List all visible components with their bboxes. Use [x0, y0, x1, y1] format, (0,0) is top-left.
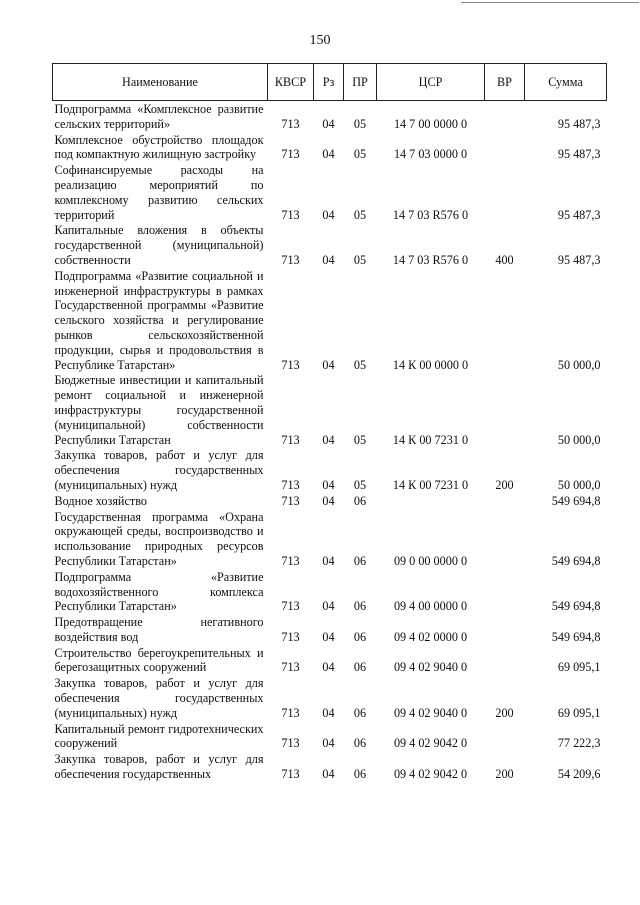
row-pr: 05 — [353, 477, 367, 492]
row-rz: 04 — [322, 736, 335, 751]
row-pr: 06 — [353, 767, 367, 782]
row-rz: 04 — [322, 705, 335, 720]
row-vr: 400 — [495, 252, 514, 267]
row-sum: 50 000,0 — [557, 432, 601, 447]
row-kvsr: 713 — [281, 599, 300, 614]
row-pr: 06 — [353, 553, 367, 568]
table-row — [53, 751, 607, 782]
row-csr — [377, 493, 485, 509]
row-kvsr: 713 — [281, 147, 300, 162]
table-row — [53, 675, 607, 720]
header-pr: ПР — [344, 64, 377, 101]
row-name: Бюджетные инвестиции и капитальный ремонт социальной и инженерной инфраструктуры государственной (муниципальной) собственности Республики Татарстан — [54, 373, 264, 447]
row-vr — [485, 101, 525, 132]
row-csr: 14 7 03 0000 0 — [393, 147, 468, 162]
row-rz: 04 — [322, 599, 335, 614]
row-name: Закупка товаров, работ и услуг для обеспечения государственных (муниципальных) нужд — [54, 448, 264, 492]
row-rz: 04 — [322, 116, 335, 131]
row-vr — [485, 645, 525, 676]
table-header — [53, 64, 607, 101]
row-name: Подпрограмма «Комплексное развитие сельских территорий» — [54, 102, 264, 131]
row-vr: 200 — [495, 477, 514, 492]
row-pr: 05 — [353, 252, 367, 267]
row-rz: 04 — [322, 493, 335, 508]
row-sum: 95 487,3 — [557, 116, 601, 131]
row-pr: 05 — [353, 147, 367, 162]
row-vr — [485, 569, 525, 614]
row-sum: 54 209,6 — [557, 767, 601, 782]
table-row — [53, 721, 607, 752]
table-row — [53, 509, 607, 569]
header-rz: Рз — [314, 64, 344, 101]
row-pr: 06 — [353, 736, 367, 751]
row-vr — [485, 132, 525, 163]
row-csr: 14 К 00 7231 0 — [392, 432, 469, 447]
row-vr — [485, 509, 525, 569]
row-csr: 14 К 00 7231 0 — [392, 477, 469, 492]
row-pr: 05 — [353, 116, 367, 131]
row-pr: 05 — [353, 357, 367, 372]
row-vr — [485, 162, 525, 222]
header-csr: ЦСР — [377, 64, 485, 101]
row-csr: 14 7 00 0000 0 — [393, 116, 468, 131]
row-name: Закупка товаров, работ и услуг для обеспечения государственных — [54, 752, 264, 782]
row-kvsr: 713 — [281, 207, 300, 222]
row-name: Государственная программа «Охрана окружающей среды, воспроизводство и использование природных ресурсов Республики Татарстан» — [54, 509, 264, 568]
table-row — [53, 645, 607, 676]
row-kvsr: 713 — [281, 116, 300, 131]
table-row — [53, 268, 607, 373]
row-vr — [485, 268, 525, 373]
row-sum: 95 487,3 — [557, 252, 601, 267]
row-vr: 200 — [495, 705, 514, 720]
table-body — [53, 101, 607, 782]
row-csr: 09 4 02 0000 0 — [393, 629, 468, 644]
row-sum: 95 487,3 — [557, 207, 601, 222]
row-vr — [485, 721, 525, 752]
row-kvsr: 713 — [281, 477, 300, 492]
row-rz: 04 — [322, 553, 335, 568]
row-csr: 09 4 02 9042 0 — [393, 767, 468, 782]
row-csr: 14 К 00 0000 0 — [392, 357, 469, 372]
row-kvsr: 713 — [281, 553, 300, 568]
table-row — [53, 614, 607, 645]
row-kvsr: 713 — [281, 629, 300, 644]
row-csr: 09 4 00 0000 0 — [393, 599, 468, 614]
header-name: Наименование — [53, 64, 268, 101]
row-name: Капитальный ремонт гидротехнических сооружений — [54, 721, 264, 751]
row-csr: 09 0 00 0000 0 — [393, 553, 468, 568]
row-name: Софинансируемые расходы на реализацию мероприятий по комплексному развитию сельских территорий — [54, 163, 264, 222]
row-vr — [485, 493, 525, 509]
row-name: Комплексное обустройство площадок под компактную жилищную застройку — [54, 132, 264, 162]
row-sum: 549 694,8 — [551, 629, 601, 644]
row-name: Водное хозяйство — [54, 493, 147, 508]
row-rz: 04 — [322, 252, 335, 267]
header-vr: ВР — [485, 64, 525, 101]
table-row — [53, 222, 607, 267]
row-pr: 06 — [353, 660, 367, 675]
row-sum: 95 487,3 — [557, 147, 601, 162]
table-row — [53, 101, 607, 132]
table-row — [53, 132, 607, 163]
row-sum: 69 095,1 — [557, 705, 601, 720]
row-pr: 06 — [353, 629, 367, 644]
row-pr: 05 — [353, 207, 367, 222]
row-sum: 77 222,3 — [557, 736, 601, 751]
row-rz: 04 — [322, 432, 335, 447]
row-kvsr: 713 — [281, 493, 300, 508]
row-vr — [485, 372, 525, 447]
row-kvsr: 713 — [281, 252, 300, 267]
row-rz: 04 — [322, 477, 335, 492]
row-pr: 06 — [353, 599, 367, 614]
row-csr: 09 4 02 9040 0 — [393, 705, 468, 720]
row-csr: 09 4 02 9042 0 — [393, 736, 468, 751]
row-sum: 50 000,0 — [557, 477, 601, 492]
row-kvsr: 713 — [281, 660, 300, 675]
row-name: Строительство берегоукрепительных и берегозащитных сооружений — [54, 645, 264, 675]
row-name: Предотвращение негативного воздействия вод — [54, 615, 264, 644]
row-rz: 04 — [322, 357, 335, 372]
top-rule — [461, 2, 639, 3]
table-row — [53, 493, 607, 509]
header-kvsr: КВСР — [268, 64, 314, 101]
page-number: 150 — [309, 33, 331, 48]
row-sum: 50 000,0 — [557, 357, 601, 372]
header-row — [53, 64, 607, 101]
row-kvsr: 713 — [281, 432, 300, 447]
row-name: Подпрограмма «Развитие водохозяйственного комплекса Республики Татарстан» — [54, 569, 264, 614]
row-csr: 14 7 03 R576 0 — [392, 252, 469, 267]
row-rz: 04 — [322, 660, 335, 675]
table-row — [53, 569, 607, 614]
row-rz: 04 — [322, 629, 335, 644]
row-vr: 200 — [495, 767, 514, 782]
row-rz: 04 — [322, 767, 335, 782]
header-sum: Сумма — [525, 64, 607, 101]
row-kvsr: 713 — [281, 736, 300, 751]
row-name: Подпрограмма «Развитие социальной и инженерной инфраструктуры в рамках Государственной программы «Развитие сельского хозяйства и регулирование рынков сельскохозяйственной продукции, сырья и продовольствия в Республике Татарстан» — [54, 268, 264, 372]
row-pr: 06 — [353, 493, 367, 508]
row-rz: 04 — [322, 207, 335, 222]
row-sum: 549 694,8 — [551, 599, 601, 614]
row-csr: 09 4 02 9040 0 — [393, 660, 468, 675]
row-csr: 14 7 03 R576 0 — [392, 207, 469, 222]
row-pr: 06 — [353, 705, 367, 720]
row-pr: 05 — [353, 432, 367, 447]
table-row — [53, 447, 607, 492]
row-name: Закупка товаров, работ и услуг для обеспечения государственных (муниципальных) нужд — [54, 676, 264, 720]
row-kvsr: 713 — [281, 357, 300, 372]
budget-table — [52, 63, 607, 782]
row-kvsr: 713 — [281, 705, 300, 720]
table-row — [53, 372, 607, 447]
row-sum: 549 694,8 — [551, 553, 601, 568]
row-vr — [485, 614, 525, 645]
row-kvsr: 713 — [281, 767, 300, 782]
row-sum: 69 095,1 — [557, 660, 601, 675]
row-sum: 549 694,8 — [551, 493, 601, 508]
table-row — [53, 162, 607, 222]
row-name: Капитальные вложения в объекты государственной (муниципальной) собственности — [54, 223, 264, 267]
row-rz: 04 — [322, 147, 335, 162]
